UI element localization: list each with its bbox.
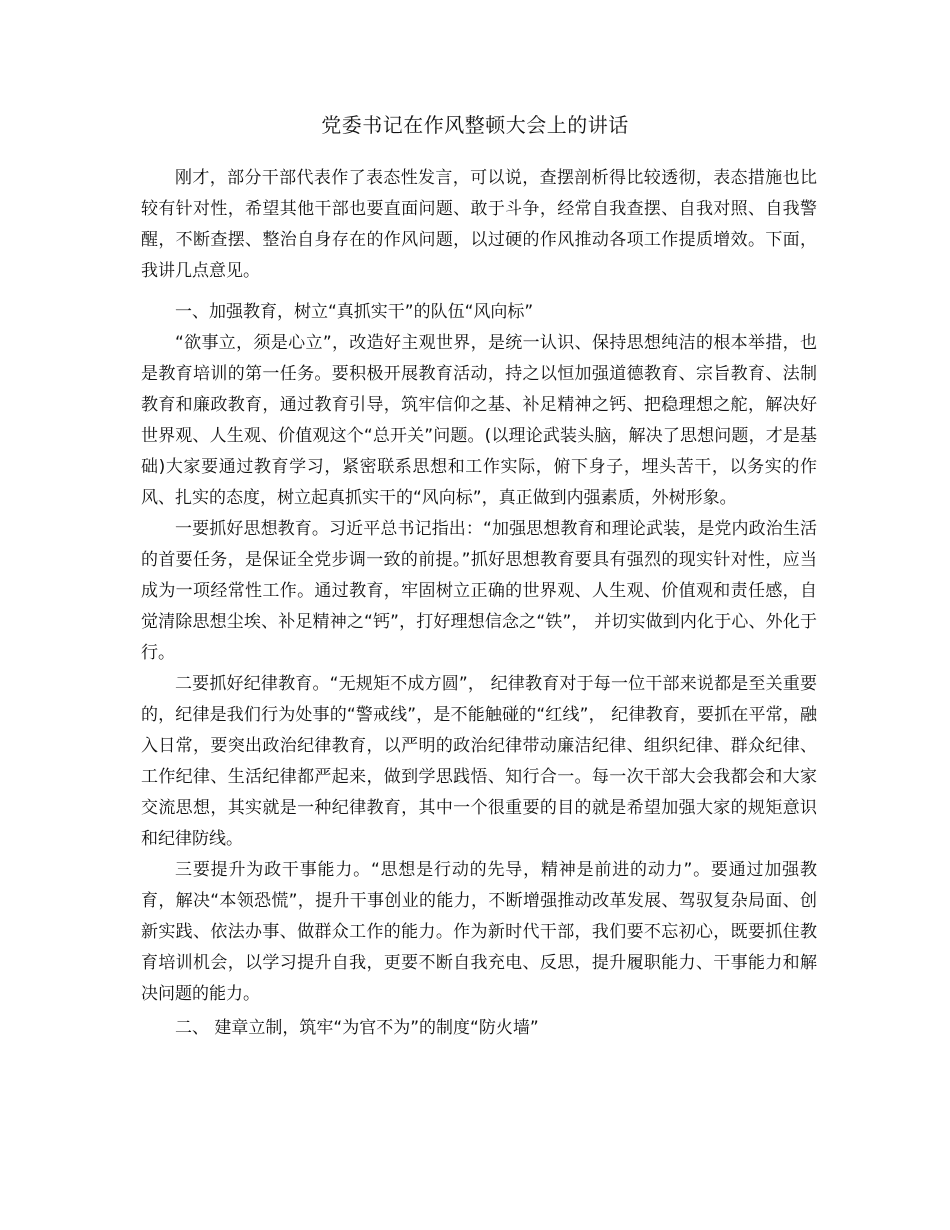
section-1-paragraph: “欲事立，须是心立”，改造好主观世界，是统一认识、保持思想纯洁的根本举措，也是教育培训的第一任务。要积极开展教育活动，持之以恒加强道德教育、宗旨教育、法制教育和廉政教育，通过教育引导，筑牢信仰之基、补足精神之钙、把稳理想之舵，解决好世界观、人生观、价值观这个“总开关”问题。(以理论武装头脑，解决了思想问题，才是基础)大家要通过教育学习，紧密联系思想和工作实际，俯下身子，埋头苦干，以务实的作风、扎实的态度，树立起真抓实干的“风向标”，真正做到内强素质，外树形象。 bbox=[141, 333, 817, 508]
intro-paragraph: 刚才，部分干部代表作了表态性发言，可以说，查摆剖析得比较透彻，表态措施也比较有针对性，希望其他干部也要直面问题、敢于斗争，经常自我查摆、自我对照、自我警醒，不断查摆、整治自身存在的作风问题，以过硬的作风推动各项工作提质增效。下面，我讲几点意见。 bbox=[141, 168, 817, 281]
page-title: 党委书记在作风整顿大会上的讲话 bbox=[321, 113, 629, 137]
discipline-education-paragraph: 二要抓好纪律教育。“无规矩不成方圆”， 纪律教育对于每一位干部来说都是至关重要的，纪律是我们行为处事的“警戒线”，是不能触碰的“红线”， 纪律教育，要抓在平常，融入日常，要突出政治纪律教育，以严明的政治纪律带动廉洁纪律、组织纪律、群众纪律、工作纪律、生活纪律都严起来，做到学思践悟、知行合一。每一次干部大会我都会和大家交流思想，其实就是一种纪律教育，其中一个很重要的目的就是希望加强大家的规矩意识和纪律防线。 bbox=[141, 674, 817, 849]
section-heading-1: 一、加强教育，树立“真抓实干”的队伍“风向标” bbox=[175, 302, 534, 322]
thought-education-paragraph: 一要抓好思想教育。习近平总书记指出：“加强思想教育和理论武装，是党内政治生活的首要任务，是保证全党步调一致的前提。”抓好思想教育要具有强烈的现实针对性，应当成为一项经常性工作。通过教育，牢固树立正确的世界观、人生观、价值观和责任感，自觉清除思想尘埃、补足精神之“钙”，打好理想信念之“铁”， 并切实做到内化于心、外化于行。 bbox=[141, 519, 817, 663]
capability-paragraph: 三要提升为政干事能力。“思想是行动的先导，精神是前进的动力”。要通过加强教育，解决“本领恐慌”，提升干事创业的能力，不断增强推动改革发展、驾驭复杂局面、创新实践、依法办事、做群众工作的能力。作为新时代干部，我们要不忘初心，既要抓住教育培训机会，以学习提升自我，更要不断自我充电、反思，提升履职能力、干事能力和解决问题的能力。 bbox=[141, 860, 817, 1004]
document-body bbox=[141, 163, 817, 1044]
section-heading-2: 二、 建章立制，筑牢“为官不为”的制度“防火墙” bbox=[175, 1018, 539, 1038]
